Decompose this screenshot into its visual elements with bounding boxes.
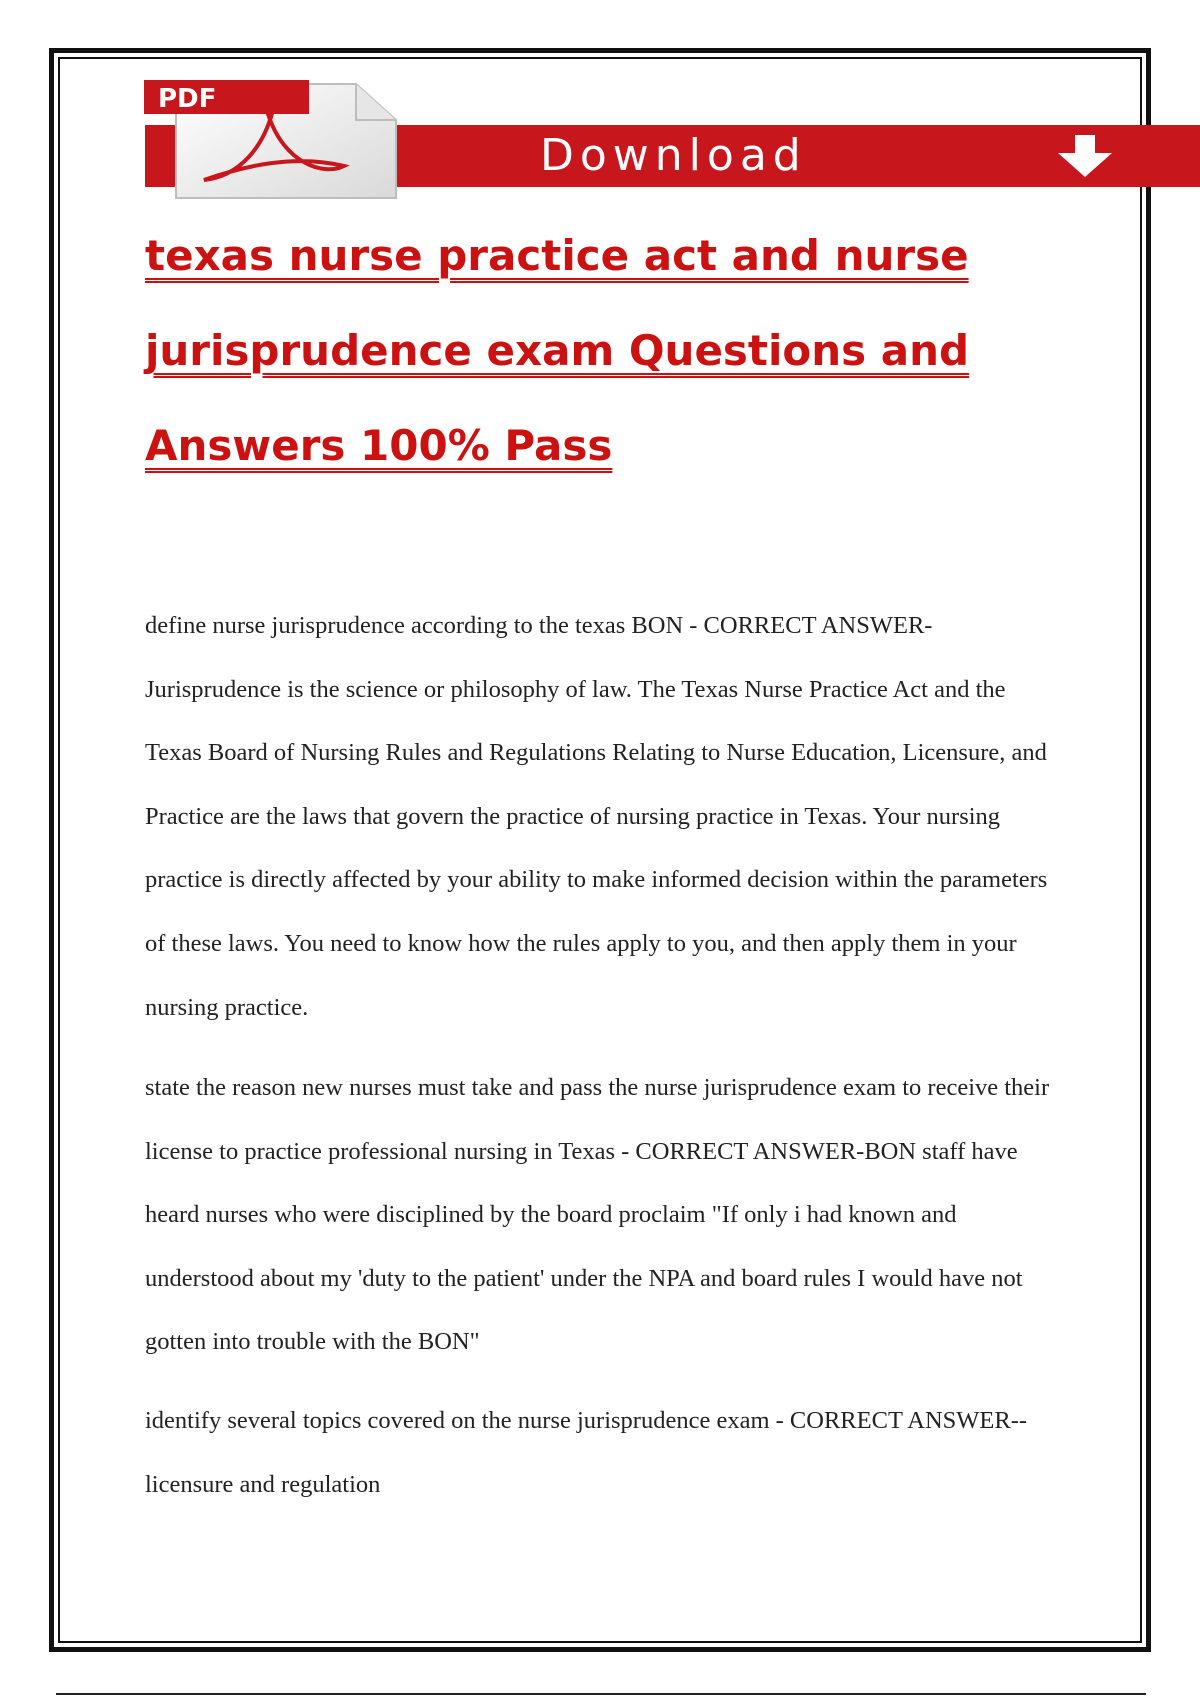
qa-paragraph: identify several topics covered on the nurse jurisprudence exam - CORRECT ANSWER--licensure and regulation [145, 1407, 1028, 1498]
qa-paragraph: state the reason new nurses must take and pass the nurse jurisprudence exam to receive their license to practice professional nursing in Texas - CORRECT ANSWER-BON staff have heard nurses who were disciplined by the board proclaim "If only i had known and understood about my 'duty to the patient' under the NPA and board rules I would have not gotten into trouble with the BON" [145, 1074, 1050, 1356]
download-label: Download [540, 130, 807, 181]
title-line-1: texas nurse practice act and nurse [145, 231, 969, 280]
qa-paragraph: define nurse jurisprudence according to the texas BON - CORRECT ANSWER-Jurisprudence is the science or philosophy of law. The Texas Nurse Practice Act and the Texas Board of Nursing Rules and Regulations Relating to Nurse Education, Licensure, and Practice are the laws that govern the practice of nursing practice in Texas. Your nursing practice is directly affected by your ability to make informed decision within the parameters of these laws. You need to know how the rules apply to you, and then apply them in your nursing practice. [145, 612, 1048, 1021]
pdf-badge-label: PDF [158, 84, 217, 114]
download-arrow-icon [1050, 133, 1120, 179]
bottom-rule [56, 1693, 1146, 1695]
pdf-file-icon [144, 80, 424, 202]
title-line-3: Answers 100% Pass [145, 421, 613, 470]
title-line-2: jurisprudence exam Questions and [145, 326, 970, 375]
